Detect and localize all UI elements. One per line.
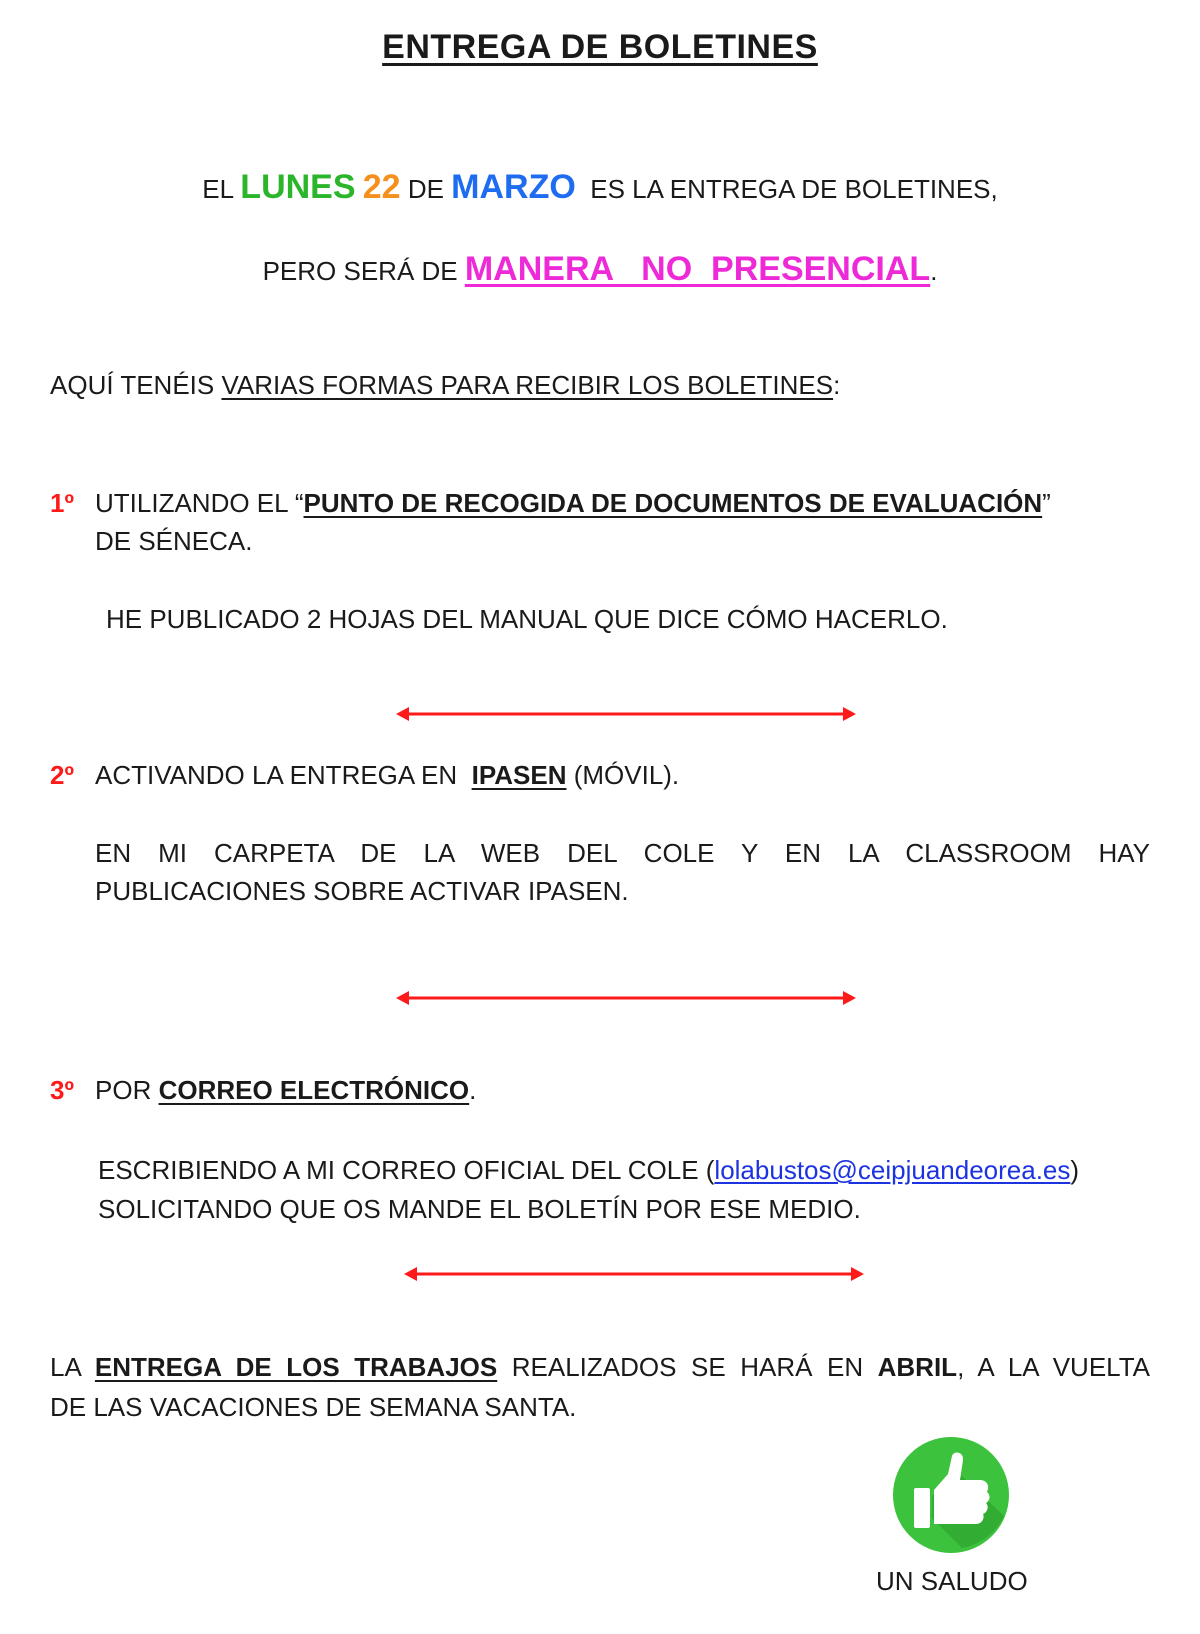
item-2-para-line-1: EN MI CARPETA DE LA WEB DEL COLE Y EN LA CLASSROOM HAY <box>95 838 1150 868</box>
intro-marzo: MARZO <box>451 168 576 206</box>
item-2-text: ACTIVANDO LA ENTREGA EN <box>95 760 472 790</box>
item-1-punto: PUNTO DE RECOGIDA DE DOCUMENTOS DE EVALUACIÓN <box>303 488 1043 518</box>
double-arrow-icon <box>396 702 856 726</box>
intro-no-presencial: MANERA NO PRESENCIAL <box>464 250 931 288</box>
item-1-note: HE PUBLICADO 2 HOJAS DEL MANUAL QUE DICE CÓMO HACERLO. <box>106 604 948 634</box>
intro-line-2 <box>0 250 1200 289</box>
intro-pero: PERO SERÁ DE <box>262 256 465 286</box>
intro-lunes: LUNES <box>240 168 356 206</box>
signoff: UN SALUDO <box>876 1566 1028 1596</box>
item-2-movil: (MÓVIL). <box>566 760 680 790</box>
intro-dot: . <box>930 256 938 286</box>
item-3-para-line-2: SOLICITANDO QUE OS MANDE EL BOLETÍN POR ESE MEDIO. <box>98 1194 861 1224</box>
item-1-number: 1º <box>50 488 74 518</box>
intro-el: EL <box>202 174 241 204</box>
item-3-number: 3º <box>50 1075 74 1105</box>
item-3-dot: . <box>469 1075 477 1105</box>
closing-line-1 <box>50 1352 1150 1383</box>
item-1-line-2: DE SÉNECA. <box>95 526 253 556</box>
item-3-text: POR <box>95 1075 159 1105</box>
closing-la: LA <box>50 1352 95 1382</box>
email-link[interactable]: lolabustos@ceipjuandeorea.es <box>714 1155 1071 1185</box>
item-3-para-line-1 <box>98 1155 1079 1186</box>
intro-day: 22 <box>362 168 401 206</box>
aqui-colon: : <box>833 370 841 400</box>
item-1-quote: ” <box>1042 488 1051 518</box>
item-3-paren: ) <box>1070 1155 1080 1185</box>
item-3-correo: CORREO ELECTRÓNICO <box>158 1075 470 1105</box>
aqui-underlined: VARIAS FORMAS PARA RECIBIR LOS BOLETINES <box>221 370 834 400</box>
item-3-para-text: ESCRIBIENDO A MI CORREO OFICIAL DEL COLE ( <box>98 1155 715 1185</box>
item-1-text: UTILIZANDO EL “ <box>95 488 304 518</box>
closing-vuelta: , A LA VUELTA <box>957 1352 1150 1382</box>
item-2-ipasen: IPASEN <box>471 760 567 790</box>
closing-abril: ABRIL <box>877 1352 958 1382</box>
item-2-number: 2º <box>50 760 74 790</box>
item-1-line-1 <box>95 488 1051 519</box>
aqui-line <box>50 370 840 401</box>
double-arrow-icon <box>404 1262 864 1286</box>
thumbs-up-icon <box>892 1436 1010 1554</box>
closing-entrega: ENTREGA DE LOS TRABAJOS <box>94 1352 498 1382</box>
double-arrow-icon <box>396 986 856 1010</box>
intro-line-1 <box>0 168 1200 207</box>
intro-de: DE <box>400 174 452 204</box>
item-3-line-1 <box>95 1075 476 1106</box>
item-2-para-line-2: PUBLICACIONES SOBRE ACTIVAR IPASEN. <box>95 876 629 906</box>
intro-rest: ES LA ENTREGA DE BOLETINES, <box>575 174 998 204</box>
closing-realizados: REALIZADOS SE HARÁ EN <box>497 1352 878 1382</box>
closing-line-2: DE LAS VACACIONES DE SEMANA SANTA. <box>50 1392 577 1422</box>
item-2-line-1 <box>95 760 679 791</box>
document-title: ENTREGA DE BOLETINES <box>382 28 818 66</box>
aqui-text: AQUÍ TENÉIS <box>50 370 222 400</box>
